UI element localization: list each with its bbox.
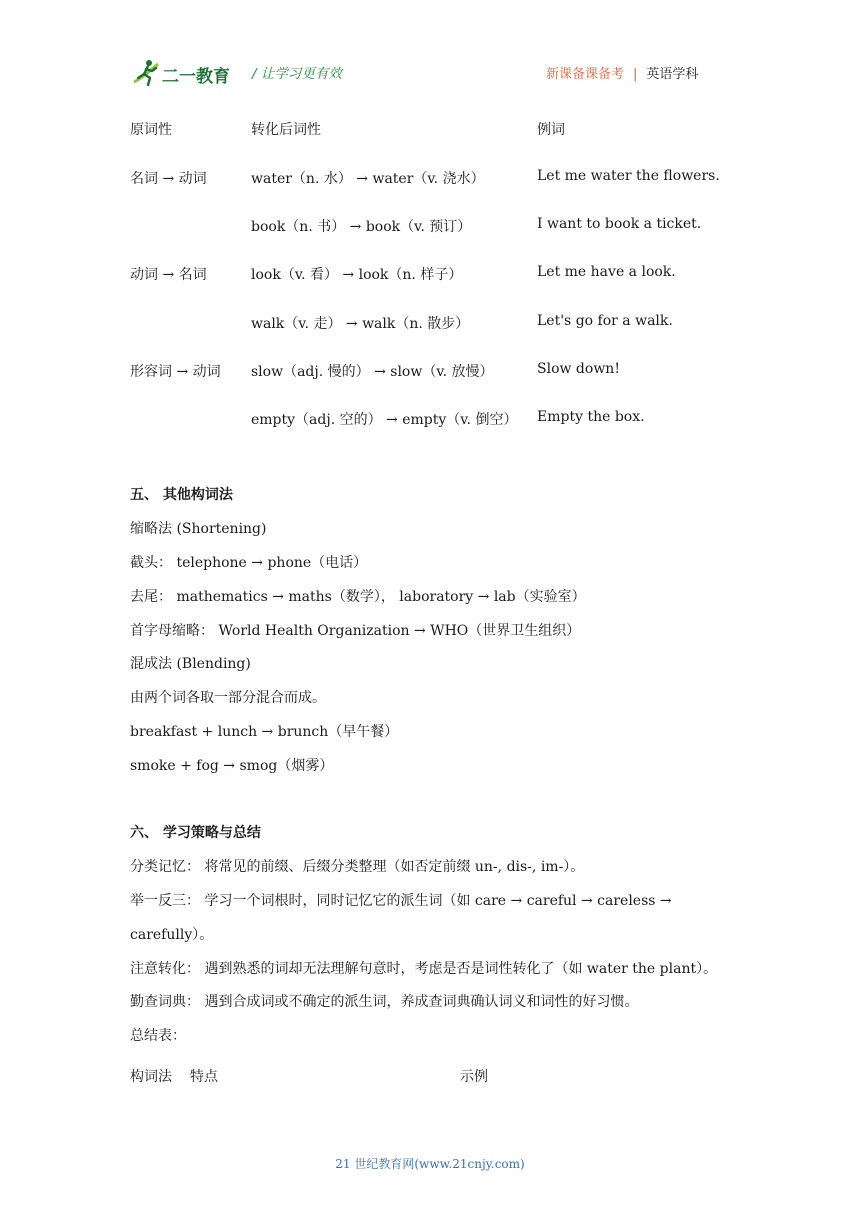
- table-row-conv: slow（adj. 慢的） → slow（v. 放慢）: [251, 364, 494, 380]
- text-line: breakfast + lunch → brunch（早午餐）: [130, 724, 399, 740]
- summary-header-example: 示例: [460, 1069, 488, 1085]
- table-header-example: 例词: [537, 122, 565, 138]
- header-separator: |: [633, 67, 638, 82]
- logo: [132, 58, 242, 88]
- text-line: 举一反三： 学习一个词根时，同时记忆它的派生词（如 care → careful → careless →: [130, 893, 672, 909]
- table-row-example: I want to book a ticket.: [537, 216, 702, 232]
- section-title: 五、 其他构词法: [130, 487, 233, 503]
- table-row-example: Let's go for a walk.: [537, 313, 673, 329]
- table-row-conv: walk（v. 走） → walk（n. 散步）: [251, 316, 470, 332]
- table-row-example: Slow down!: [537, 361, 620, 377]
- header-course-label: 新课备课备考: [546, 67, 625, 82]
- text-line: smoke + fog → smog（烟雾）: [130, 758, 334, 774]
- text-line: 首字母缩略： World Health Organization → WHO（世界卫生组织）: [130, 623, 581, 639]
- logo-text: 二一教育: [162, 67, 230, 87]
- table-row-conv: look（v. 看） → look（n. 样子）: [251, 267, 463, 283]
- text-line: 总结表：: [130, 1028, 186, 1044]
- table-row-from: 名词 → 动词: [130, 171, 207, 187]
- text-line: 由两个词各取一部分混合而成。: [130, 690, 326, 706]
- table-header-conv: 转化后词性: [251, 122, 321, 138]
- section-title: 六、 学习策略与总结: [130, 825, 261, 841]
- text-line: 注意转化： 遇到熟悉的词却无法理解句意时，考虑是否是词性转化了（如 water the plant）。: [130, 961, 718, 977]
- text-line: 分类记忆： 将常见的前缀、后缀分类整理（如否定前缀 un-, dis-, im-）。: [130, 859, 585, 875]
- table-row-conv: book（n. 书） → book（v. 预订）: [251, 219, 472, 235]
- slogan: / 让学习更有效: [252, 66, 342, 82]
- table-row-conv: empty（adj. 空的） → empty（v. 倒空）: [251, 412, 518, 428]
- text-line: carefully）。: [130, 927, 214, 943]
- table-header-from: 原词性: [130, 122, 172, 138]
- footer-link[interactable]: 21 世纪教育网(www.21cnjy.com): [335, 1157, 525, 1171]
- table-row-example: Let me have a look.: [537, 264, 676, 280]
- text-line: 去尾： mathematics → maths（数学）， laboratory → lab（实验室）: [130, 589, 586, 605]
- table-row-example: Empty the box.: [537, 409, 645, 425]
- summary-header-method: 构词法: [130, 1069, 172, 1085]
- summary-header-feature: 特点: [190, 1069, 218, 1085]
- header-right: [546, 63, 698, 82]
- text-line: 截头： telephone → phone（电话）: [130, 555, 368, 571]
- table-row-from: 动词 → 名词: [130, 267, 207, 283]
- table-row-example: Let me water the flowers.: [537, 168, 720, 184]
- header-subject-label: 英语学科: [646, 67, 699, 82]
- table-row-conv: water（n. 水） → water（v. 浇水）: [251, 171, 485, 187]
- text-line: 勤查词典： 遇到合成词或不确定的派生词，养成查词典确认词义和词性的好习惯。: [130, 994, 639, 1010]
- text-line: 缩略法 (Shortening): [130, 521, 267, 537]
- table-row-from: 形容词 → 动词: [130, 364, 221, 380]
- runner-logo-icon: [132, 58, 162, 88]
- text-line: 混成法 (Blending): [130, 656, 251, 672]
